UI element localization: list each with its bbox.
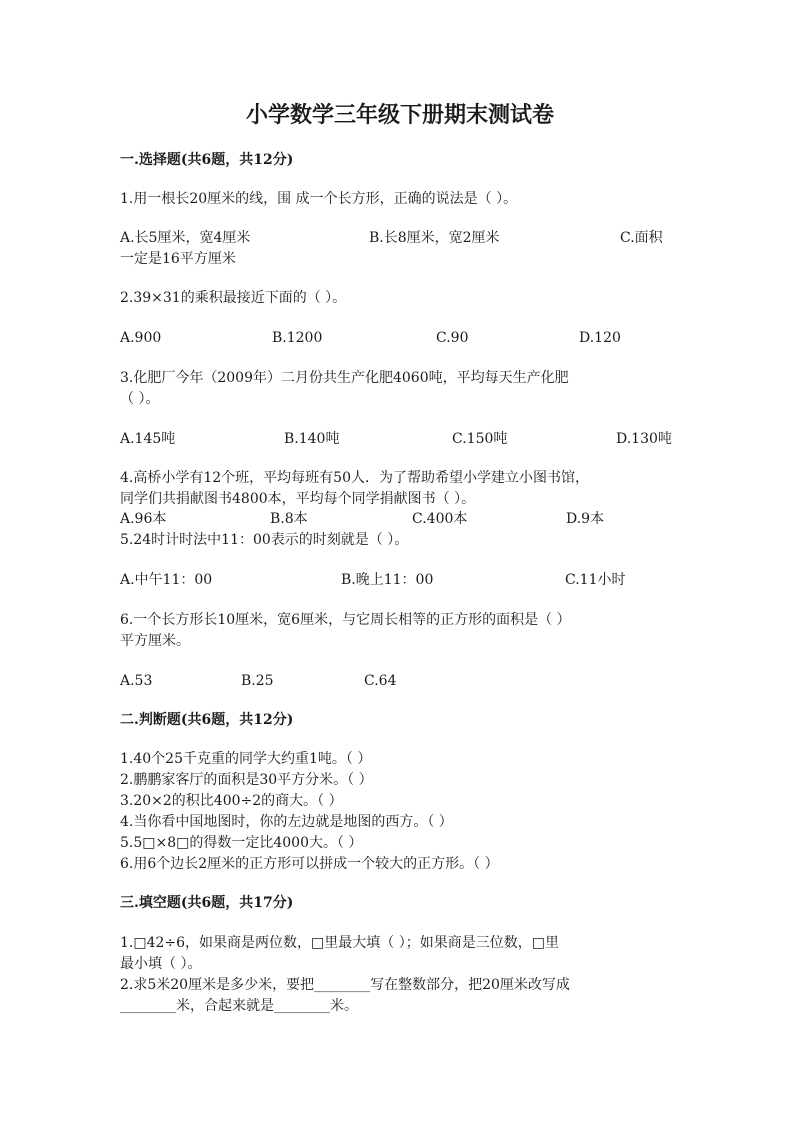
option-b: B.长8厘米，宽2厘米: [369, 230, 500, 246]
question-stem: 1.用一根长20厘米的线，围 成一个长方形，正确的说法是（ ）。: [120, 191, 518, 207]
judge-item: 6.用6个边长2厘米的正方形可以拼成一个较大的正方形。（ ）: [120, 856, 499, 872]
option-c: C.64: [364, 673, 397, 689]
question-stem: 5.24时计时法中11：00表示的时刻就是（ ）。: [120, 532, 409, 548]
option-b: B.1200: [272, 330, 323, 346]
option-a: A.53: [120, 673, 153, 689]
question-stem: 4.高桥小学有12个班，平均每班有50人．为了帮助希望小学建立小图书馆，: [120, 470, 589, 486]
option-c: C.150吨: [452, 431, 508, 447]
option-c: C.400本: [412, 511, 468, 527]
fill-question-continued: ________米，合起来就是________米。: [120, 998, 358, 1014]
option-b: B.140吨: [284, 431, 340, 447]
option-d: D.9本: [566, 511, 605, 527]
option-a: A.中午11：00: [120, 572, 213, 588]
section-heading-judge: 二.判断题(共6题，共12分): [120, 712, 294, 728]
question-stem: 3.化肥厂今年（2009年）二月份共生产化肥4060吨，平均每天生产化肥: [120, 370, 569, 386]
option-d: D.120: [579, 330, 621, 346]
option-a: A.96本: [120, 511, 167, 527]
question-stem-continued: （ ）。: [120, 391, 160, 407]
option-c: C.11小时: [565, 572, 626, 588]
option-b: B.晚上11：00: [341, 572, 434, 588]
judge-item: 4.当你看中国地图时，你的左边就是地图的西方。（ ）: [120, 814, 453, 830]
judge-item: 1.40个25千克重的同学大约重1吨。（ ）: [120, 751, 372, 767]
option-b: B.8本: [270, 511, 308, 527]
option-c: C.90: [436, 330, 469, 346]
option-c: C.面积: [620, 230, 663, 246]
option-a: A.长5厘米，宽4厘米: [120, 230, 251, 246]
option-a: A.145吨: [120, 431, 176, 447]
fill-question: 2.求5米20厘米是多少米，要把________写在整数部分，把20厘米改写成: [120, 977, 570, 993]
question-stem: 2.39×31的乘积最接近下面的（ ）。: [120, 290, 347, 306]
judge-item: 2.鹏鹏家客厅的面积是30平方分米。（ ）: [120, 772, 373, 788]
fill-question-continued: 最小填（ ）。: [120, 956, 202, 972]
option-a: A.900: [120, 330, 162, 346]
page-title: 小学数学三年级下册期末测试卷: [245, 102, 554, 128]
option-b: B.25: [241, 673, 274, 689]
question-stem-continued: 同学们共捐献图书4800本，平均每个同学捐献图书（ ）。: [120, 491, 476, 507]
question-stem: 6.一个长方形长10厘米，宽6厘米，与它周长相等的正方形的面积是（ ）: [120, 612, 571, 628]
fill-question: 1.□42÷6，如果商是两位数，□里最大填（ ）；如果商是三位数，□里: [120, 935, 559, 951]
section-heading-fill: 三.填空题(共6题，共17分): [120, 895, 294, 911]
option-d: D.130吨: [616, 431, 672, 447]
judge-item: 5.5□×8□的得数一定比4000大。（ ）: [120, 835, 363, 851]
section-heading-choice: 一.选择题(共6题，共12分): [120, 152, 294, 168]
question-stem-continued: 平方厘米。: [120, 633, 190, 649]
option-c-continued: 一定是16平方厘米: [120, 251, 236, 267]
judge-item: 3.20×2的积比400÷2的商大。（ ）: [120, 793, 343, 809]
